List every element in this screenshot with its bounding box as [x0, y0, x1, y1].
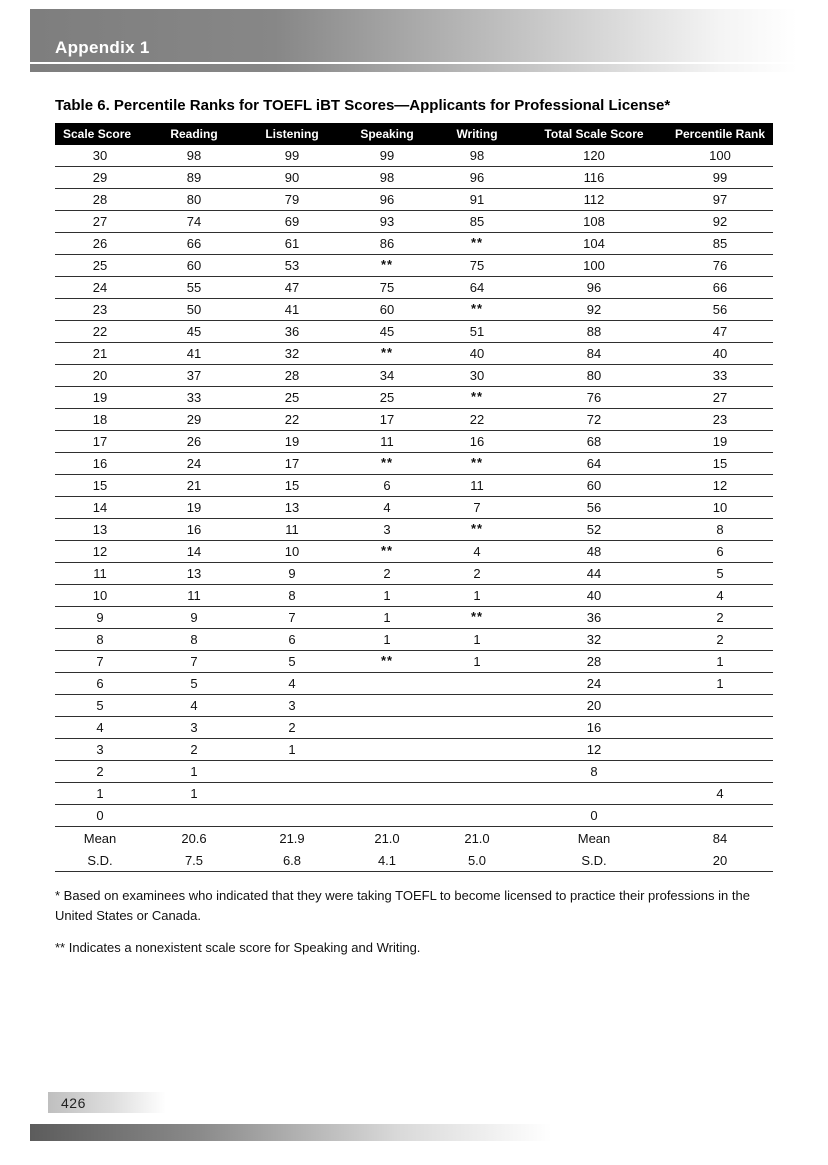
table-cell: 16 [92, 456, 108, 471]
table-cell: 2 [288, 720, 296, 735]
nonexistent-score-marker: ** [470, 521, 484, 536]
table-cell: 92 [586, 302, 602, 317]
table-cell [145, 805, 243, 827]
table-cell: 1 [473, 654, 481, 669]
table-cell [341, 453, 433, 475]
table-cell: 75 [469, 258, 485, 273]
table-cell: 2 [716, 610, 724, 625]
table-cell: 4 [190, 698, 198, 713]
nonexistent-score-marker: ** [380, 257, 394, 272]
column-header: Writing [433, 123, 521, 145]
appendix-banner [30, 9, 797, 72]
table-cell: 24 [186, 456, 202, 471]
table-cell: 66 [186, 236, 202, 251]
table-cell [433, 783, 521, 805]
table-row [55, 277, 773, 299]
table-cell: 40 [712, 346, 728, 361]
percentile-rank-table [55, 123, 773, 872]
table-cell: 11 [470, 478, 484, 493]
table-cell: 30 [469, 368, 485, 383]
table-cell: 40 [586, 588, 602, 603]
table-cell: 8 [716, 522, 724, 537]
table-cell: 14 [92, 500, 108, 515]
table-cell: 64 [469, 280, 485, 295]
table-cell [667, 761, 773, 783]
table-cell [341, 255, 433, 277]
table-cell: 7 [473, 500, 481, 515]
nonexistent-score-marker: ** [470, 609, 484, 624]
table-cell: 47 [284, 280, 300, 295]
table-cell: 60 [186, 258, 202, 273]
table-cell: 84 [712, 831, 728, 846]
table-cell: 45 [186, 324, 202, 339]
table-cell: 1 [473, 632, 481, 647]
table-cell: 98 [379, 170, 395, 185]
table-cell: 6 [96, 676, 104, 691]
table-cell [667, 695, 773, 717]
table-cell [667, 717, 773, 739]
table-cell: 25 [92, 258, 108, 273]
table-cell: 25 [379, 390, 395, 405]
table-cell: 33 [186, 390, 202, 405]
table-cell: 21 [186, 478, 202, 493]
table-cell: Mean [83, 831, 117, 846]
table-cell: 96 [586, 280, 602, 295]
table-cell: 85 [712, 236, 728, 251]
table-row [55, 607, 773, 629]
table-cell [433, 739, 521, 761]
table-cell [433, 519, 521, 541]
table-cell: 47 [712, 324, 728, 339]
table-cell: 17 [284, 456, 300, 471]
table-cell: 6.8 [282, 853, 302, 868]
table-cell: 1 [716, 676, 724, 691]
summary-row [55, 849, 773, 872]
table-cell: 23 [712, 412, 728, 427]
table-cell [341, 673, 433, 695]
table-cell: 100 [709, 148, 731, 163]
table-cell [667, 805, 773, 827]
table-cell: 22 [469, 412, 485, 427]
table-cell: 24 [586, 676, 602, 691]
table-cell: 23 [92, 302, 108, 317]
table-cell: 18 [92, 412, 108, 427]
table-cell [341, 695, 433, 717]
table-cell: 16 [469, 434, 485, 449]
table-cell: 60 [586, 478, 602, 493]
column-header: Reading [145, 123, 243, 145]
table-cell: 33 [712, 368, 728, 383]
table-cell: 51 [469, 324, 485, 339]
table-cell: 45 [379, 324, 395, 339]
table-cell: 13 [186, 566, 202, 581]
nonexistent-score-marker: ** [380, 543, 394, 558]
table-cell: 20 [586, 698, 602, 713]
table-header [55, 123, 773, 145]
table-cell: 12 [712, 478, 728, 493]
page-number-strip [48, 1092, 166, 1113]
table-cell: 17 [379, 412, 395, 427]
table-cell: 26 [92, 236, 108, 251]
table-cell: 7.5 [184, 853, 204, 868]
table-row [55, 673, 773, 695]
table-row [55, 563, 773, 585]
bottom-gradient-bar [30, 1124, 797, 1141]
table-cell: 98 [469, 148, 485, 163]
table-cell [667, 739, 773, 761]
table-cell: 85 [469, 214, 485, 229]
table-cell: 25 [284, 390, 300, 405]
table-cell [433, 695, 521, 717]
table-cell: 12 [92, 544, 108, 559]
summary-row [55, 827, 773, 850]
table-cell: 0 [590, 808, 598, 823]
table-row [55, 387, 773, 409]
table-body [55, 145, 773, 872]
table-cell [433, 387, 521, 409]
table-cell: 8 [190, 632, 198, 647]
table-row [55, 541, 773, 563]
table-cell: 28 [284, 368, 300, 383]
column-header: Speaking [341, 123, 433, 145]
table-cell: 32 [284, 346, 300, 361]
table-cell [243, 783, 341, 805]
table-cell: 89 [186, 170, 202, 185]
table-cell: 26 [186, 434, 202, 449]
table-cell [433, 299, 521, 321]
table-cell: 3 [190, 720, 198, 735]
table-cell: 99 [712, 170, 728, 185]
table-cell: 13 [92, 522, 108, 537]
table-cell [433, 453, 521, 475]
table-cell: 56 [712, 302, 728, 317]
table-cell: 68 [586, 434, 602, 449]
table-cell: 9 [288, 566, 296, 581]
table-row [55, 739, 773, 761]
table-cell: 4 [716, 588, 724, 603]
table-cell: 21.9 [279, 831, 305, 846]
table-row [55, 211, 773, 233]
table-cell [341, 783, 433, 805]
table-row [55, 497, 773, 519]
table-cell: 9 [190, 610, 198, 625]
table-cell: 100 [583, 258, 605, 273]
table-cell: 1 [190, 764, 198, 779]
table-cell [243, 761, 341, 783]
table-cell: 84 [586, 346, 602, 361]
table-cell: 64 [586, 456, 602, 471]
table-cell: 16 [586, 720, 602, 735]
nonexistent-score-marker: ** [470, 389, 484, 404]
table-cell [341, 651, 433, 673]
table-cell: 15 [712, 456, 728, 471]
table-cell: 6 [383, 478, 391, 493]
table-title: Table 6. Percentile Ranks for TOEFL iBT Scores—Applicants for Professional License* [55, 97, 671, 114]
table-cell: 48 [586, 544, 602, 559]
table-cell: 104 [583, 236, 605, 251]
table-cell: 108 [583, 214, 605, 229]
table-cell: 28 [92, 192, 108, 207]
table-cell: 60 [379, 302, 395, 317]
table-cell: 88 [586, 324, 602, 339]
table-cell: 36 [586, 610, 602, 625]
table-cell: 21 [92, 346, 108, 361]
table-cell: 13 [284, 500, 300, 515]
table-cell [341, 739, 433, 761]
table-cell [433, 673, 521, 695]
table-cell: 11 [93, 566, 107, 581]
table-cell: 116 [583, 170, 605, 185]
footnote-nonexistent-score: ** Indicates a nonexistent scale score for Speaking and Writing. [55, 940, 421, 955]
table-cell: 28 [586, 654, 602, 669]
nonexistent-score-marker: ** [380, 455, 394, 470]
table-row [55, 167, 773, 189]
table-cell: 1 [288, 742, 296, 757]
table-cell: 1 [383, 632, 391, 647]
table-cell: 5.0 [467, 853, 487, 868]
table-cell: 99 [284, 148, 300, 163]
table-cell: 22 [284, 412, 300, 427]
table-cell: 4 [96, 720, 104, 735]
table-row [55, 255, 773, 277]
table-cell: 8 [590, 764, 598, 779]
table-row [55, 695, 773, 717]
table-row [55, 299, 773, 321]
table-cell: 92 [712, 214, 728, 229]
table-cell [341, 541, 433, 563]
column-header: Listening [243, 123, 341, 145]
table-cell: 2 [96, 764, 104, 779]
table-cell [341, 343, 433, 365]
table-cell: 44 [586, 566, 602, 581]
table-cell: 2 [473, 566, 481, 581]
table-cell: 56 [586, 500, 602, 515]
table-cell: 1 [473, 588, 481, 603]
table-cell: 14 [186, 544, 202, 559]
table-cell: Mean [577, 831, 611, 846]
table-row [55, 453, 773, 475]
table-row [55, 783, 773, 805]
table-cell: 0 [96, 808, 104, 823]
table-cell: 41 [284, 302, 300, 317]
table-cell: 24 [92, 280, 108, 295]
table-cell: 4 [473, 544, 481, 559]
table-cell: 1 [716, 654, 724, 669]
table-cell: 10 [712, 500, 728, 515]
table-cell: 98 [186, 148, 202, 163]
table-row [55, 651, 773, 673]
table-cell: 19 [712, 434, 728, 449]
nonexistent-score-marker: ** [380, 345, 394, 360]
table-cell: 112 [583, 192, 605, 207]
table-cell: 50 [186, 302, 202, 317]
table-cell [341, 761, 433, 783]
table-cell: 9 [96, 610, 104, 625]
table-cell: 79 [284, 192, 300, 207]
table-cell: 52 [586, 522, 602, 537]
table-cell: 29 [92, 170, 108, 185]
table-cell: 20 [712, 853, 728, 868]
table-cell: 21.0 [374, 831, 400, 846]
table-cell: 74 [186, 214, 202, 229]
table-cell: 3 [96, 742, 104, 757]
table-cell: 7 [96, 654, 104, 669]
table-cell: 5 [96, 698, 104, 713]
table-row [55, 519, 773, 541]
table-cell: 36 [284, 324, 300, 339]
table-cell: 10 [284, 544, 300, 559]
table-cell: 4 [383, 500, 391, 515]
table-cell: 6 [716, 544, 724, 559]
nonexistent-score-marker: ** [470, 455, 484, 470]
table-cell: S.D. [87, 853, 113, 868]
table-row [55, 585, 773, 607]
table-cell [243, 805, 341, 827]
table-cell [521, 783, 667, 805]
table-row [55, 475, 773, 497]
table-cell: 19 [186, 500, 202, 515]
table-cell: 72 [586, 412, 602, 427]
column-header: Percentile Rank [667, 123, 773, 145]
table-cell: 69 [284, 214, 300, 229]
table-cell: 120 [583, 148, 605, 163]
table-cell [433, 233, 521, 255]
table-cell: 91 [469, 192, 485, 207]
table-cell: 80 [186, 192, 202, 207]
table-row [55, 761, 773, 783]
table-cell: 80 [586, 368, 602, 383]
table-cell: 7 [190, 654, 198, 669]
banner-divider [30, 62, 797, 64]
table-cell: 21.0 [464, 831, 490, 846]
table-cell: 19 [92, 390, 108, 405]
table-cell: 76 [712, 258, 728, 273]
table-cell: 16 [186, 522, 202, 537]
table-row [55, 233, 773, 255]
table-cell: 11 [285, 522, 299, 537]
table-cell: 20 [92, 368, 108, 383]
table-cell: 61 [284, 236, 300, 251]
table-cell: 12 [586, 742, 602, 757]
nonexistent-score-marker: ** [470, 235, 484, 250]
footnote-license: * Based on examinees who indicated that they were taking TOEFL to become licensed to practice their professions in the United States or Canada. [55, 888, 750, 923]
table-cell: 40 [469, 346, 485, 361]
table-cell: 15 [284, 478, 300, 493]
table-row [55, 409, 773, 431]
table-row [55, 629, 773, 651]
table-cell: 6 [288, 632, 296, 647]
page-content [55, 97, 773, 958]
table-cell: 96 [379, 192, 395, 207]
nonexistent-score-marker: ** [380, 653, 394, 668]
table-cell: 22 [92, 324, 108, 339]
table-cell: 34 [379, 368, 395, 383]
table-cell: 1 [96, 786, 104, 801]
table-row [55, 717, 773, 739]
table-cell: 3 [288, 698, 296, 713]
table-cell: 27 [92, 214, 108, 229]
nonexistent-score-marker: ** [470, 301, 484, 316]
table-cell: 99 [379, 148, 395, 163]
table-cell: 19 [284, 434, 300, 449]
table-cell: 86 [379, 236, 395, 251]
table-cell [341, 805, 433, 827]
table-cell: 1 [383, 610, 391, 625]
table-cell: 90 [284, 170, 300, 185]
table-cell: 29 [186, 412, 202, 427]
table-cell: 5 [190, 676, 198, 691]
table-cell: 53 [284, 258, 300, 273]
table-cell: 5 [716, 566, 724, 581]
table-row [55, 189, 773, 211]
table-cell [433, 717, 521, 739]
table-cell: 32 [586, 632, 602, 647]
table-cell: 20.6 [181, 831, 207, 846]
table-row [55, 343, 773, 365]
table-cell: 3 [383, 522, 391, 537]
table-cell: 5 [288, 654, 296, 669]
table-row [55, 321, 773, 343]
table-cell: 97 [712, 192, 728, 207]
table-cell: 2 [383, 566, 391, 581]
table-cell: 55 [186, 280, 202, 295]
table-cell: 4 [716, 786, 724, 801]
table-cell: 1 [190, 786, 198, 801]
table-cell: 17 [92, 434, 108, 449]
table-cell: 96 [469, 170, 485, 185]
table-cell: 11 [187, 588, 201, 603]
table-row [55, 431, 773, 453]
table-cell: 7 [288, 610, 296, 625]
table-cell [341, 717, 433, 739]
table-cell: 11 [380, 434, 394, 449]
table-row [55, 145, 773, 167]
table-cell: 37 [186, 368, 202, 383]
table-cell: 4.1 [377, 853, 397, 868]
header-row [55, 123, 773, 145]
column-header: Total Scale Score [521, 123, 667, 145]
column-header: Scale Score [55, 123, 145, 145]
table-row [55, 805, 773, 827]
table-row [55, 365, 773, 387]
table-cell: 15 [92, 478, 108, 493]
table-cell [433, 805, 521, 827]
table-cell: 76 [586, 390, 602, 405]
table-cell: 10 [92, 588, 108, 603]
table-cell: 2 [716, 632, 724, 647]
table-cell: 8 [288, 588, 296, 603]
table-cell: 75 [379, 280, 395, 295]
table-cell: S.D. [581, 853, 607, 868]
table-cell: 66 [712, 280, 728, 295]
table-cell: 4 [288, 676, 296, 691]
table-cell: 1 [383, 588, 391, 603]
appendix-title: Appendix 1 [55, 38, 150, 57]
table-cell: 30 [92, 148, 108, 163]
table-cell: 8 [96, 632, 104, 647]
table-cell: 41 [186, 346, 202, 361]
page-number: 426 [61, 1094, 86, 1111]
table-cell [433, 607, 521, 629]
table-cell: 93 [379, 214, 395, 229]
table-cell: 2 [190, 742, 198, 757]
table-cell [433, 761, 521, 783]
table-cell: 27 [712, 390, 728, 405]
